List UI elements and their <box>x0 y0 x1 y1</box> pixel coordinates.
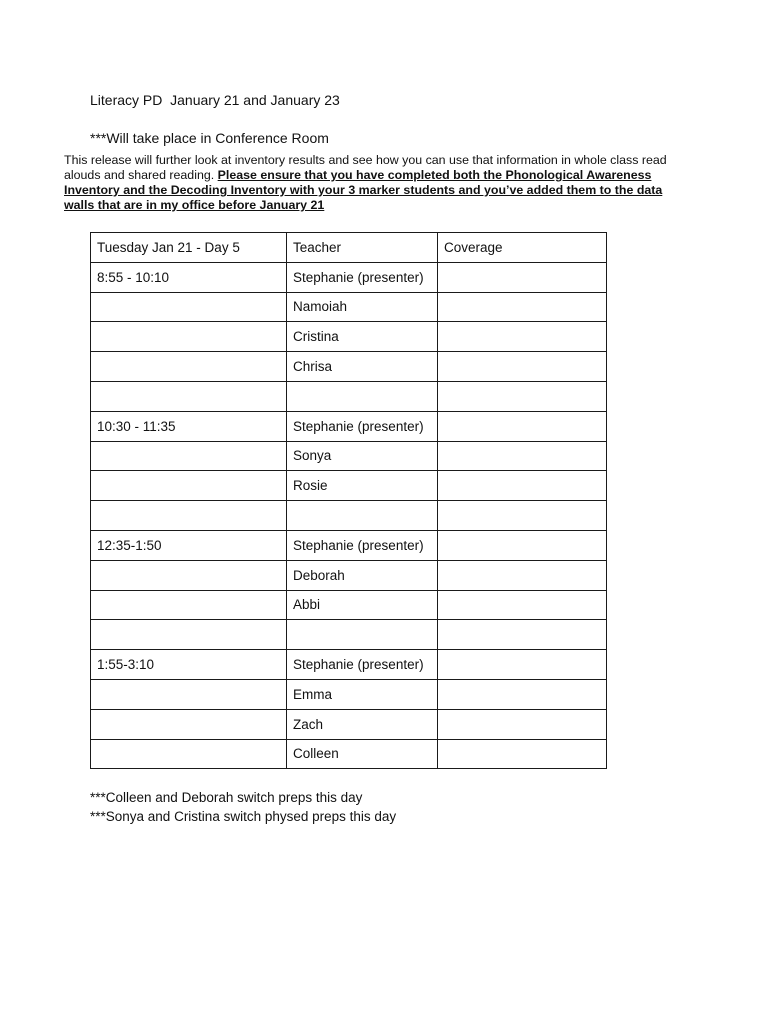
coverage-cell <box>438 530 607 560</box>
table-row <box>91 411 607 441</box>
time-cell <box>91 441 287 471</box>
time-cell <box>91 501 287 531</box>
table-row <box>91 620 607 650</box>
coverage-cell <box>438 709 607 739</box>
header-day: Tuesday Jan 21 - Day 5 <box>91 233 287 263</box>
teacher-cell: Stephanie (presenter) <box>287 530 438 560</box>
coverage-cell <box>438 620 607 650</box>
teacher-cell: Chrisa <box>287 352 438 382</box>
teacher-cell: Rosie <box>287 471 438 501</box>
time-cell <box>91 322 287 352</box>
table-row <box>91 471 607 501</box>
coverage-cell <box>438 292 607 322</box>
intro-paragraph <box>64 153 686 213</box>
coverage-cell <box>438 679 607 709</box>
header-coverage: Coverage <box>438 233 607 263</box>
time-cell <box>91 471 287 501</box>
teacher-cell: Cristina <box>287 322 438 352</box>
time-cell <box>91 381 287 411</box>
time-cell <box>91 292 287 322</box>
location-note: ***Will take place in Conference Room <box>90 130 329 146</box>
intro-emphasis: Please ensure that you have completed both the Phonological Awareness Inventory and the Decoding Inventory with your 3 marker students and you’ve added them to the data walls that are in my office before January 21 <box>64 168 663 212</box>
table-row <box>91 709 607 739</box>
table-row <box>91 262 607 292</box>
table-row <box>91 650 607 680</box>
time-cell <box>91 739 287 769</box>
time-cell: 12:35-1:50 <box>91 530 287 560</box>
table-row <box>91 501 607 531</box>
header-teacher: Teacher <box>287 233 438 263</box>
coverage-cell <box>438 352 607 382</box>
table-row <box>91 322 607 352</box>
teacher-cell: Stephanie (presenter) <box>287 411 438 441</box>
coverage-cell <box>438 650 607 680</box>
document-title: Literacy PD January 21 and January 23 <box>90 92 340 108</box>
teacher-cell: Deborah <box>287 560 438 590</box>
time-cell <box>91 560 287 590</box>
coverage-cell <box>438 411 607 441</box>
schedule-body <box>91 262 607 769</box>
coverage-cell <box>438 590 607 620</box>
time-cell <box>91 590 287 620</box>
footnote-physed-switch: ***Sonya and Cristina switch physed preps this day <box>90 808 397 824</box>
time-cell: 10:30 - 11:35 <box>91 411 287 441</box>
teacher-cell <box>287 620 438 650</box>
teacher-cell <box>287 501 438 531</box>
schedule-table <box>90 232 607 769</box>
table-row <box>91 441 607 471</box>
table-row <box>91 292 607 322</box>
intro-text: This release will further look at inventory results and see how you can use that information in whole class read alouds and shared reading. <box>64 153 667 182</box>
coverage-cell <box>438 262 607 292</box>
coverage-cell <box>438 560 607 590</box>
time-cell <box>91 679 287 709</box>
teacher-cell: Emma <box>287 679 438 709</box>
teacher-cell: Stephanie (presenter) <box>287 650 438 680</box>
coverage-cell <box>438 381 607 411</box>
footnotes <box>90 789 396 826</box>
table-row <box>91 530 607 560</box>
coverage-cell <box>438 739 607 769</box>
teacher-cell <box>287 381 438 411</box>
teacher-cell: Colleen <box>287 739 438 769</box>
table-row <box>91 352 607 382</box>
table-row <box>91 590 607 620</box>
table-row <box>91 381 607 411</box>
table-row <box>91 560 607 590</box>
table-row <box>91 679 607 709</box>
teacher-cell: Stephanie (presenter) <box>287 262 438 292</box>
header-row <box>91 233 607 263</box>
teacher-cell: Namoiah <box>287 292 438 322</box>
table-row <box>91 739 607 769</box>
time-cell <box>91 620 287 650</box>
time-cell <box>91 352 287 382</box>
footnote-prep-switch: ***Colleen and Deborah switch preps this day <box>90 790 363 805</box>
coverage-cell <box>438 322 607 352</box>
coverage-cell <box>438 441 607 471</box>
coverage-cell <box>438 501 607 531</box>
time-cell: 8:55 - 10:10 <box>91 262 287 292</box>
coverage-cell <box>438 471 607 501</box>
schedule-header <box>91 233 607 263</box>
time-cell <box>91 709 287 739</box>
teacher-cell: Sonya <box>287 441 438 471</box>
time-cell: 1:55-3:10 <box>91 650 287 680</box>
teacher-cell: Zach <box>287 709 438 739</box>
teacher-cell: Abbi <box>287 590 438 620</box>
